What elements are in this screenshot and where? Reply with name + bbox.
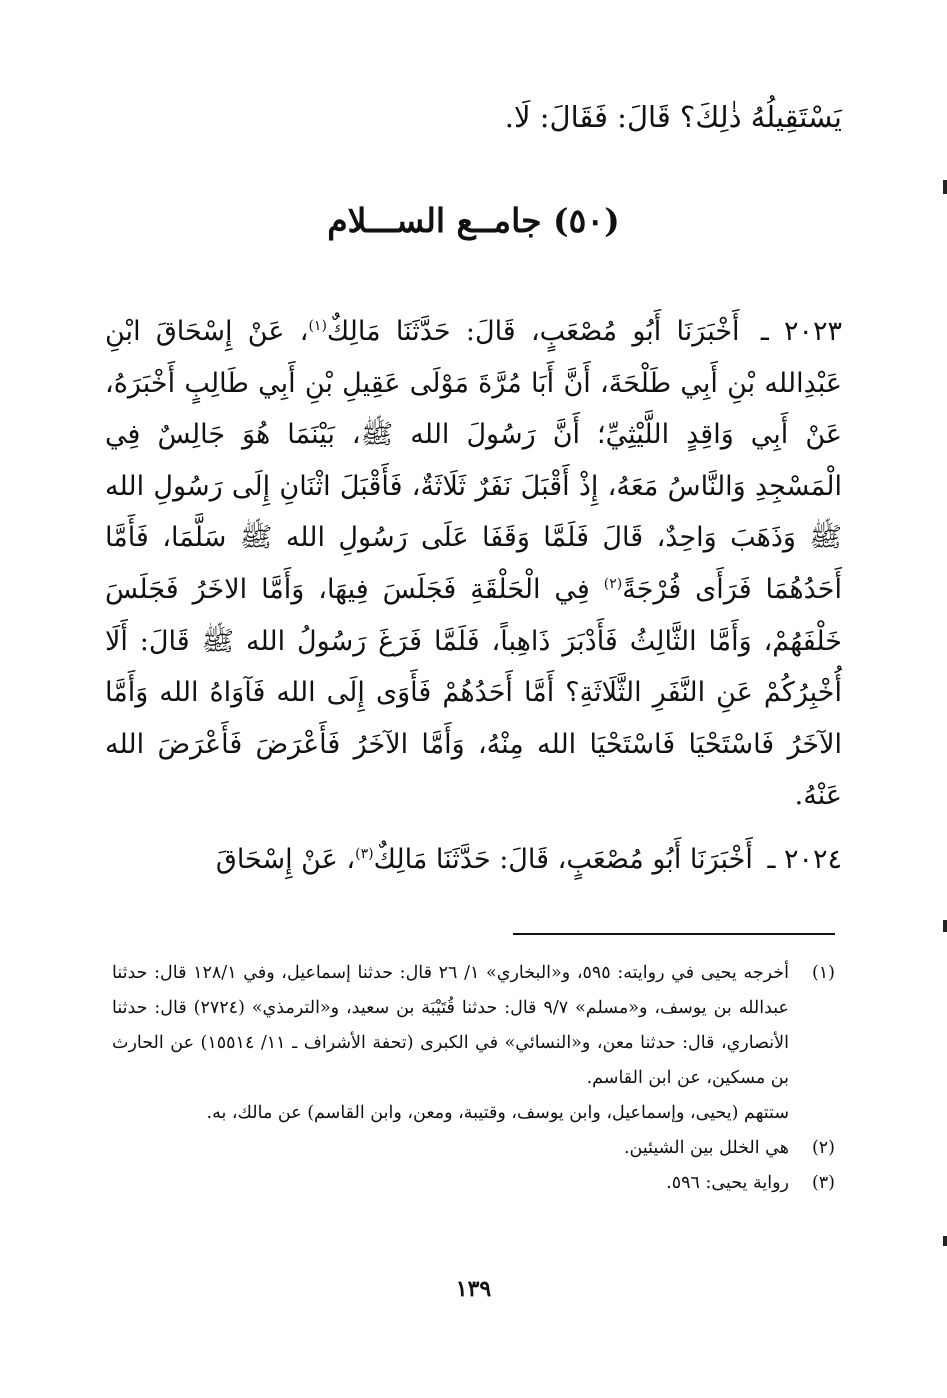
footnote-3 xyxy=(112,1166,835,1201)
footnote-ref-1: (١) xyxy=(308,318,327,334)
footnote-text: هي الخلل بين الشيئين. xyxy=(623,1138,789,1158)
footnote-number: (١) xyxy=(811,963,835,983)
scan-edge-mark xyxy=(943,180,947,194)
scan-edge-mark xyxy=(943,1236,947,1246)
hadith-number: ٢٠٢٣ ـ xyxy=(760,316,842,347)
footnotes xyxy=(112,956,835,1201)
continuation-line: يَسْتَقِيلُهُ ذٰلِكَ؟ قَالَ: فَقَالَ: لَا. xyxy=(504,100,842,134)
footnote-number: (٢) xyxy=(811,1138,835,1158)
footnote-2 xyxy=(112,1131,835,1166)
footnote-1 xyxy=(112,956,835,1096)
hadith-2024 xyxy=(105,834,842,886)
hadith-number: ٢٠٢٤ ـ xyxy=(767,844,842,875)
hadith-text-part-3: فِي الْحَلْقَةِ فَجَلَسَ فِيهَا، وَأَمَّا الاخَرُ فَجَلَسَ خَلْفَهُمْ، وَأَمَّا الثَّالِثُ فَأَدْبَرَ ذَاهِباً، فَلَمَّا فَرَغَ رَسُولُ الله ﷺ قَالَ: أَلَا أُخْبِرُكُمْ عَنِ النَّفَرِ الثَّلَاثَةِ؟ أَمَّا أَحَدُهُمْ فَأَوَى إِلَى الله فَآوَاهُ الله وَأَمَّا الآخَرُ فَاسْتَحْيَا فَاسْتَحْيَا الله مِنْهُ، وَأَمَّا الآخَرُ فَأَعْرَضَ فَأَعْرَضَ الله عَنْهُ. xyxy=(105,573,842,812)
hadith-text-part-2: ، عَنْ إِسْحَاقَ ابْنِ عَبْدِالله بْنِ أَبِي طَلْحَةَ، أَنَّ أَبَا مُرَّةَ مَوْلَى عَقِيلِ بْنِ أَبِي طَالِبٍ أَخْبَرَهُ، عَنْ أَبِي وَاقِدٍ اللَّيْثِيِّ؛ أَنَّ رَسُولَ الله ﷺ، بَيْنَمَا هُوَ جَالِسٌ فِي الْمَسْجِدِ وَالنَّاسُ مَعَهُ، إِذْ أَقْبَلَ نَفَرٌ ثَلَاثَةٌ، فَأَقْبَلَ اثْنَانِ إِلَى رَسُولِ الله ﷺ وَذَهَبَ وَاحِدٌ، قَالَ فَلَمَّا وَقَفَا عَلَى رَسُولِ الله ﷺ سَلَّمَا، فَأَمَّا أَحَدُهُمَا فَرَأَى فُرْجَةً xyxy=(105,316,842,605)
scan-edge-mark xyxy=(943,920,947,932)
footnote-number: (٣) xyxy=(811,1173,835,1193)
hadith-text-part-1: أَخْبَرَنَا أَبُو مُصْعَبٍ، قَالَ: حَدَّثَنَا مَالِكٌ xyxy=(373,844,753,875)
footnote-text: أخرجه يحيى في روايته: ٥٩٥، و«البخاري» ١/ ٢٦ قال: حدثنا إسماعيل، وفي ١٢٨/١ قال: حدثنا عبدالله بن يوسف، و«مسلم» ٩/٧ قال: حدثنا قُتَيْبَة بن سعيد، و«الترمذي» (٢٧٢٤) قال: حدثنا الأنصاري، قال: حدثنا معن، و«النسائي» في الكبرى (تحفة الأشراف ـ ١١/ ١٥٥١٤) عن الحارث بن مسكين، عن ابن القاسم. xyxy=(112,963,789,1088)
hadith-2023 xyxy=(105,306,842,822)
footnote-separator xyxy=(513,933,835,935)
footnote-ref-3: (٣) xyxy=(355,846,374,862)
footnote-1-extra: ستتهم (يحيى، وإسماعيل، وابن يوسف، وقتيبة، ومعن، وابن القاسم) عن مالك، به. xyxy=(206,1103,789,1123)
hadith-text-part-1: أَخْبَرَنَا أَبُو مُصْعَبٍ، قَالَ: حَدَّثَنَا مَالِكٌ xyxy=(326,316,740,347)
page-number: ١٣٩ xyxy=(455,1276,492,1302)
chapter-title: (٥٠) جامــع الســـلام xyxy=(327,201,620,240)
footnote-text: رواية يحيى: ٥٩٦. xyxy=(666,1173,789,1193)
footnote-ref-2: (٢) xyxy=(603,575,623,592)
hadith-text-part-2: ، عَنْ إِسْحَاقَ xyxy=(215,844,356,875)
